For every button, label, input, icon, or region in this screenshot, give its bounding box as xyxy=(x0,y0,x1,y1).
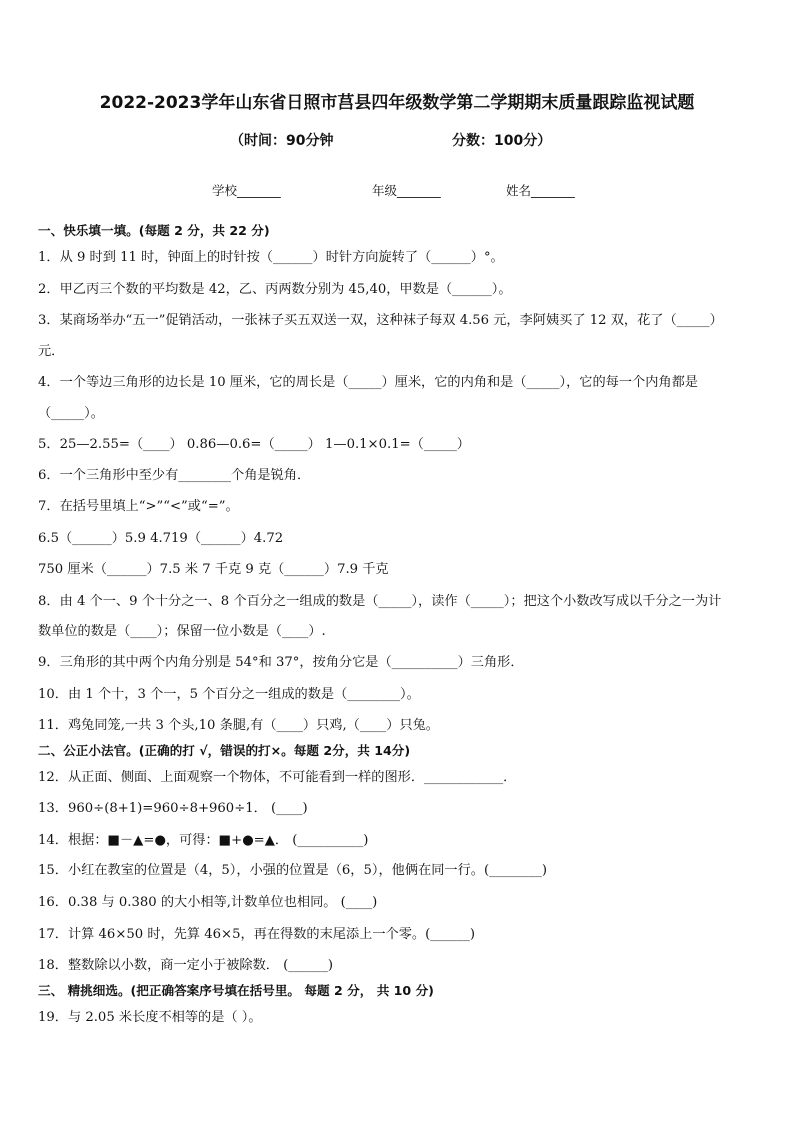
question-4-line-2: （_____）。 xyxy=(38,406,104,421)
question-8-line-1: 8．由 4 个一、9 个十分之一、8 个百分之一组成的数是（_____），读作（_____）；把这个小数改写成以千分之一为计 xyxy=(38,594,722,609)
question-7-row-1: 6.5（______）5.9 4.719（______）4.72 xyxy=(38,531,284,546)
question-1: 1．从 9 时到 11 时，钟面上的时针按（______）时针方向旋转了（______）°。 xyxy=(38,250,504,265)
section-2-heading: 二、公正小法官。(正确的打 √，错误的打×。每题 2分，共 14分) xyxy=(38,743,411,758)
exam-score: 分数：100分） xyxy=(452,133,552,149)
question-18: 18．整数除以小数，商一定小于被除数． (______) xyxy=(38,958,334,973)
question-9: 9．三角形的其中两个内角分别是 54°和 37°，按角分它是（__________）三角形． xyxy=(38,655,524,670)
grade-field[interactable]: 年级_______ xyxy=(372,183,441,198)
question-8-line-2: 数单位的数是（____）；保留一位小数是（____）. xyxy=(38,624,326,639)
question-16: 16．0.38 与 0.380 的大小相等,计数单位也相同。 (____) xyxy=(38,895,378,910)
name-field[interactable]: 姓名_______ xyxy=(506,183,575,198)
question-14: 14．根据：■－▲=●，可得：■+●=▲． (__________) xyxy=(38,833,369,848)
question-11: 11．鸡兔同笼,一共 3 个头,10 条腿,有（____）只鸡,（____）只兔。 xyxy=(38,718,439,733)
question-3-line-1: 3．某商场举办“五一”促销活动，一张袜子买五双送一双，这种袜子每双 4.56 元，李阿姨买了 12 双，花了（_____） xyxy=(38,313,723,328)
exam-time-score xyxy=(230,130,590,150)
question-6: 6．一个三角形中至少有________个角是锐角． xyxy=(38,468,311,483)
question-15: 15．小红在教室的位置是（4，5），小强的位置是（6，5），他俩在同一行。(________) xyxy=(38,863,547,878)
page-title: 2022-2023学年山东省日照市莒县四年级数学第二学期期末质量跟踪监视试题 xyxy=(99,93,695,113)
question-10: 10．由 1 个十，3 个一，5 个百分之一组成的数是（________）。 xyxy=(38,687,420,702)
question-7-row-2: 750 厘米（______）7.5 米 7 千克 9 克（______）7.9 千克 xyxy=(38,562,389,577)
school-field[interactable]: 学校_______ xyxy=(212,183,281,198)
question-17: 17．计算 46×50 时，先算 46×5，再在得数的末尾添上一个零。(______) xyxy=(38,927,475,942)
question-2: 2．甲乙丙三个数的平均数是 42，乙、丙两数分别为 45,40，甲数是（______）。 xyxy=(38,282,512,297)
question-19: 19．与 2.05 米长度不相等的是（ ）。 xyxy=(38,1010,262,1025)
section-1-heading: 一、快乐填一填。(每题 2 分，共 22 分) xyxy=(38,223,270,238)
question-4-line-1: 4．一个等边三角形的边长是 10 厘米，它的周长是（_____）厘米，它的内角和是（_____），它的每一个内角都是 xyxy=(38,375,698,390)
section-3-heading: 三、 精挑细选。(把正确答案序号填在括号里。 每题 2 分， 共 10 分) xyxy=(38,983,434,998)
question-5: 5．25—2.55=（____） 0.86—0.6=（_____） 1—0.1×0.1=（_____） xyxy=(38,437,470,452)
question-12: 12．从正面、侧面、上面观察一个物体，不可能看到一样的图形．____________． xyxy=(38,770,517,785)
exam-time: （时间：90分钟 xyxy=(230,133,334,149)
question-3-line-2: 元． xyxy=(38,344,65,359)
question-13: 13．960÷(8+1)=960÷8+960÷1． (____) xyxy=(38,801,308,816)
question-7: 7．在括号里填上“>”“<”或“=”。 xyxy=(38,499,239,514)
